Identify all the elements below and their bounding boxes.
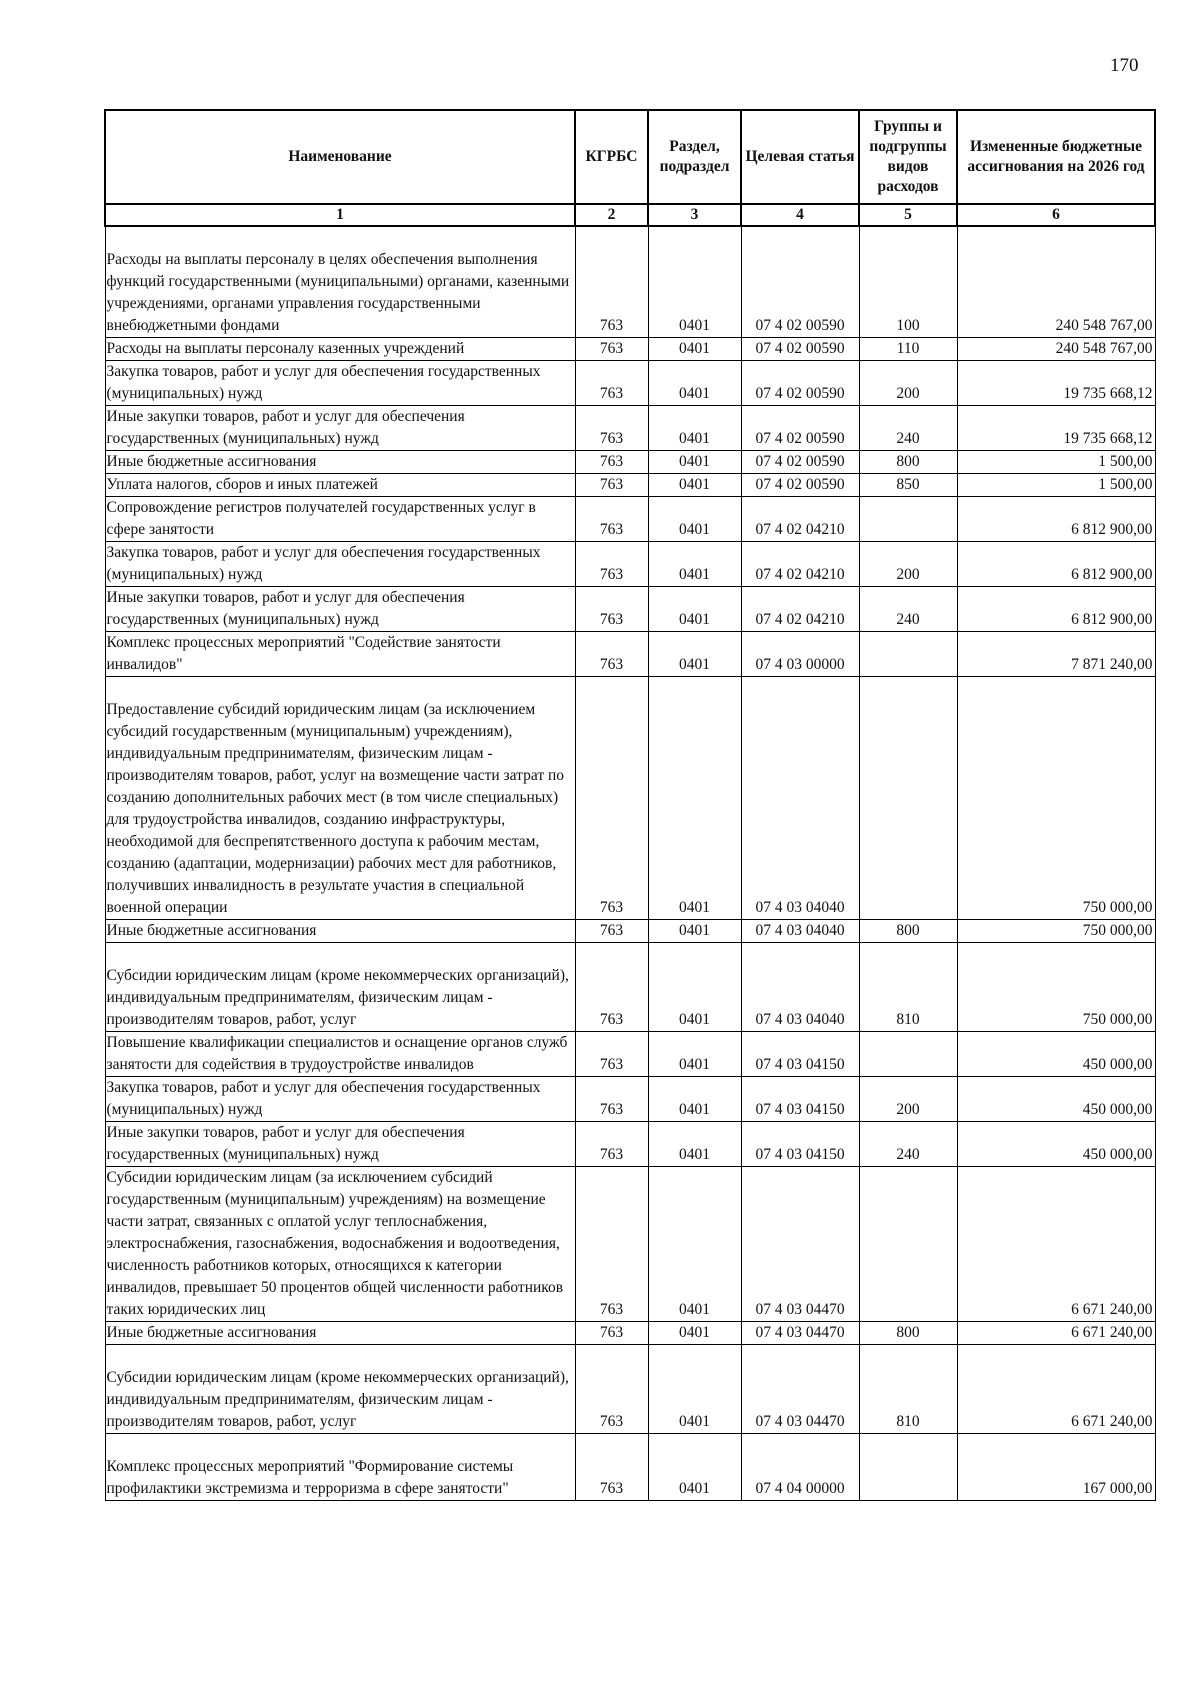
row-target: 07 4 03 04040: [741, 943, 859, 1032]
row-group: 200: [859, 542, 957, 587]
row-section: 0401: [648, 451, 741, 474]
row-name: Закупка товаров, работ и услуг для обеспечения государственных (муниципальных) нужд: [105, 1077, 575, 1122]
row-amount: 6 671 240,00: [957, 1322, 1155, 1345]
row-group: 810: [859, 1345, 957, 1434]
column-number: 1: [105, 204, 575, 226]
row-kgrbs: 763: [575, 920, 648, 943]
row-target: 07 4 03 04040: [741, 920, 859, 943]
row-name: Иные бюджетные ассигнования: [105, 1322, 575, 1345]
row-name: Повышение квалификации специалистов и оснащение органов служб занятости для содействия в трудоустройстве инвалидов: [105, 1032, 575, 1077]
row-name: Комплекс процессных мероприятий "Формирование системы профилактики экстремизма и терроризма в сфере занятости": [105, 1434, 575, 1501]
row-group: 810: [859, 943, 957, 1032]
row-section: 0401: [648, 338, 741, 361]
row-kgrbs: 763: [575, 406, 648, 451]
row-name: Закупка товаров, работ и услуг для обеспечения государственных (муниципальных) нужд: [105, 542, 575, 587]
row-name: Иные закупки товаров, работ и услуг для обеспечения государственных (муниципальных) нужд: [105, 1122, 575, 1167]
row-amount: 6 812 900,00: [957, 542, 1155, 587]
row-name: Сопровождение регистров получателей государственных услуг в сфере занятости: [105, 497, 575, 542]
column-number: 3: [648, 204, 741, 226]
row-section: 0401: [648, 1345, 741, 1434]
row-kgrbs: 763: [575, 361, 648, 406]
row-name: Субсидии юридическим лицам (кроме некоммерческих организаций), индивидуальным предпринимателям, физическим лицам - производителям товаров, работ, услуг: [105, 943, 575, 1032]
row-amount: 19 735 668,12: [957, 406, 1155, 451]
row-amount: 7 871 240,00: [957, 632, 1155, 677]
table-row: [105, 943, 1155, 1032]
row-section: 0401: [648, 1032, 741, 1077]
row-kgrbs: 763: [575, 1122, 648, 1167]
row-group: [859, 1434, 957, 1501]
row-section: 0401: [648, 361, 741, 406]
table-row: [105, 1434, 1155, 1501]
header-target: Целевая статья: [741, 110, 859, 204]
row-group: 200: [859, 361, 957, 406]
row-target: 07 4 03 04040: [741, 677, 859, 920]
row-name: Предоставление субсидий юридическим лицам (за исключением субсидий государственным (муниципальным) учреждениям), индивидуальным предпринимателям, физическим лицам - производителям товаров, работ, услуг на возмещение части затрат по созданию дополнительных рабочих мест (в том числе специальных) для трудоустройства инвалидов, созданию инфраструктуры, необходимой для беспрепятственного доступа к рабочим местам, созданию (адаптации, модернизации) рабочих мест для работников, получивших инвалидность в результате участия в специальной военной операции: [105, 677, 575, 920]
row-name: Иные закупки товаров, работ и услуг для обеспечения государственных (муниципальных) нужд: [105, 406, 575, 451]
row-group: 850: [859, 474, 957, 497]
table-row: [105, 451, 1155, 474]
table-row: [105, 361, 1155, 406]
row-group: [859, 1032, 957, 1077]
row-group: [859, 1167, 957, 1322]
row-name: Уплата налогов, сборов и иных платежей: [105, 474, 575, 497]
row-kgrbs: 763: [575, 1167, 648, 1322]
row-amount: 6 812 900,00: [957, 587, 1155, 632]
row-section: 0401: [648, 943, 741, 1032]
row-group: [859, 632, 957, 677]
row-section: 0401: [648, 632, 741, 677]
row-section: 0401: [648, 677, 741, 920]
row-target: 07 4 03 04470: [741, 1322, 859, 1345]
row-group: 800: [859, 1322, 957, 1345]
table-body: [105, 226, 1155, 1501]
column-number: 4: [741, 204, 859, 226]
row-amount: 6 671 240,00: [957, 1167, 1155, 1322]
row-target: 07 4 03 04150: [741, 1122, 859, 1167]
row-target: 07 4 03 04470: [741, 1167, 859, 1322]
row-name: Иные бюджетные ассигнования: [105, 451, 575, 474]
row-section: 0401: [648, 1434, 741, 1501]
row-target: 07 4 02 00590: [741, 338, 859, 361]
row-target: 07 4 02 00590: [741, 226, 859, 338]
row-target: 07 4 03 04150: [741, 1077, 859, 1122]
page-number: 170: [1110, 55, 1139, 76]
row-amount: 1 500,00: [957, 451, 1155, 474]
row-group: 200: [859, 1077, 957, 1122]
row-target: 07 4 02 00590: [741, 361, 859, 406]
row-amount: 750 000,00: [957, 920, 1155, 943]
row-group: [859, 677, 957, 920]
row-target: 07 4 02 00590: [741, 406, 859, 451]
row-kgrbs: 763: [575, 632, 648, 677]
row-amount: 167 000,00: [957, 1434, 1155, 1501]
row-amount: 240 548 767,00: [957, 338, 1155, 361]
table-row: [105, 542, 1155, 587]
row-group: 240: [859, 587, 957, 632]
row-target: 07 4 02 04210: [741, 497, 859, 542]
row-kgrbs: 763: [575, 497, 648, 542]
row-name: Расходы на выплаты персоналу в целях обеспечения выполнения функций государственными (муниципальными) органами, казенными учреждениями, органами управления государственными внебюджетными фондами: [105, 226, 575, 338]
table-row: [105, 1122, 1155, 1167]
row-group: 110: [859, 338, 957, 361]
row-name: Субсидии юридическим лицам (за исключением субсидий государственным (муниципальным) учреждениям) на возмещение части затрат, связанных с оплатой услуг теплоснабжения, электроснабжения, газоснабжения, водоснабжения и водоотведения, численность работников которых, относящихся к категории инвалидов, превышает 50 процентов общей численности работников таких юридических лиц: [105, 1167, 575, 1322]
row-section: 0401: [648, 406, 741, 451]
row-amount: 6 812 900,00: [957, 497, 1155, 542]
row-amount: 1 500,00: [957, 474, 1155, 497]
row-target: 07 4 03 04470: [741, 1345, 859, 1434]
header-kgrbs: КГРБС: [575, 110, 648, 204]
row-kgrbs: 763: [575, 1322, 648, 1345]
row-kgrbs: 763: [575, 1434, 648, 1501]
row-section: 0401: [648, 542, 741, 587]
column-number: 5: [859, 204, 957, 226]
row-section: 0401: [648, 920, 741, 943]
row-section: 0401: [648, 1077, 741, 1122]
column-number: 6: [957, 204, 1155, 226]
row-name: Иные бюджетные ассигнования: [105, 920, 575, 943]
row-kgrbs: 763: [575, 451, 648, 474]
table-row: [105, 226, 1155, 338]
row-amount: 750 000,00: [957, 677, 1155, 920]
table-row: [105, 406, 1155, 451]
table-row: [105, 1032, 1155, 1077]
table-row: [105, 497, 1155, 542]
table-row: [105, 338, 1155, 361]
row-kgrbs: 763: [575, 474, 648, 497]
row-group: 100: [859, 226, 957, 338]
column-number: 2: [575, 204, 648, 226]
row-kgrbs: 763: [575, 677, 648, 920]
row-section: 0401: [648, 474, 741, 497]
table-row: [105, 474, 1155, 497]
row-group: 800: [859, 920, 957, 943]
table-row: [105, 587, 1155, 632]
row-target: 07 4 03 00000: [741, 632, 859, 677]
row-amount: 450 000,00: [957, 1122, 1155, 1167]
header-name: Наименование: [105, 110, 575, 204]
table-row: [105, 1322, 1155, 1345]
header-section: Раздел, подраздел: [648, 110, 741, 204]
table-row: [105, 1077, 1155, 1122]
row-kgrbs: 763: [575, 542, 648, 587]
table-row: [105, 632, 1155, 677]
row-group: 240: [859, 406, 957, 451]
row-name: Закупка товаров, работ и услуг для обеспечения государственных (муниципальных) нужд: [105, 361, 575, 406]
row-kgrbs: 763: [575, 1077, 648, 1122]
row-kgrbs: 763: [575, 338, 648, 361]
row-kgrbs: 763: [575, 226, 648, 338]
row-amount: 450 000,00: [957, 1077, 1155, 1122]
row-amount: 19 735 668,12: [957, 361, 1155, 406]
column-number-row: [105, 204, 1155, 226]
row-target: 07 4 02 00590: [741, 474, 859, 497]
row-section: 0401: [648, 587, 741, 632]
row-group: 240: [859, 1122, 957, 1167]
row-section: 0401: [648, 1122, 741, 1167]
row-target: 07 4 03 04150: [741, 1032, 859, 1077]
table-row: [105, 677, 1155, 920]
row-name: Иные закупки товаров, работ и услуг для обеспечения государственных (муниципальных) нужд: [105, 587, 575, 632]
row-amount: 240 548 767,00: [957, 226, 1155, 338]
table-row: [105, 1345, 1155, 1434]
row-amount: 450 000,00: [957, 1032, 1155, 1077]
row-group: 800: [859, 451, 957, 474]
row-section: 0401: [648, 1167, 741, 1322]
table-row: [105, 920, 1155, 943]
header-groups: Группы и подгруппы видов расходов: [859, 110, 957, 204]
header-row: [105, 110, 1155, 204]
row-section: 0401: [648, 226, 741, 338]
row-kgrbs: 763: [575, 587, 648, 632]
row-group: [859, 497, 957, 542]
budget-table: [104, 109, 1156, 1501]
row-section: 0401: [648, 497, 741, 542]
row-target: 07 4 04 00000: [741, 1434, 859, 1501]
row-kgrbs: 763: [575, 1032, 648, 1077]
row-amount: 6 671 240,00: [957, 1345, 1155, 1434]
row-amount: 750 000,00: [957, 943, 1155, 1032]
row-target: 07 4 02 04210: [741, 542, 859, 587]
row-section: 0401: [648, 1322, 741, 1345]
table-row: [105, 1167, 1155, 1322]
row-kgrbs: 763: [575, 1345, 648, 1434]
header-amount: Измененные бюджетные ассигнования на 2026 год: [957, 110, 1155, 204]
row-target: 07 4 02 00590: [741, 451, 859, 474]
row-name: Комплекс процессных мероприятий "Содействие занятости инвалидов": [105, 632, 575, 677]
row-kgrbs: 763: [575, 943, 648, 1032]
row-name: Субсидии юридическим лицам (кроме некоммерческих организаций), индивидуальным предпринимателям, физическим лицам - производителям товаров, работ, услуг: [105, 1345, 575, 1434]
row-name: Расходы на выплаты персоналу казенных учреждений: [105, 338, 575, 361]
row-target: 07 4 02 04210: [741, 587, 859, 632]
